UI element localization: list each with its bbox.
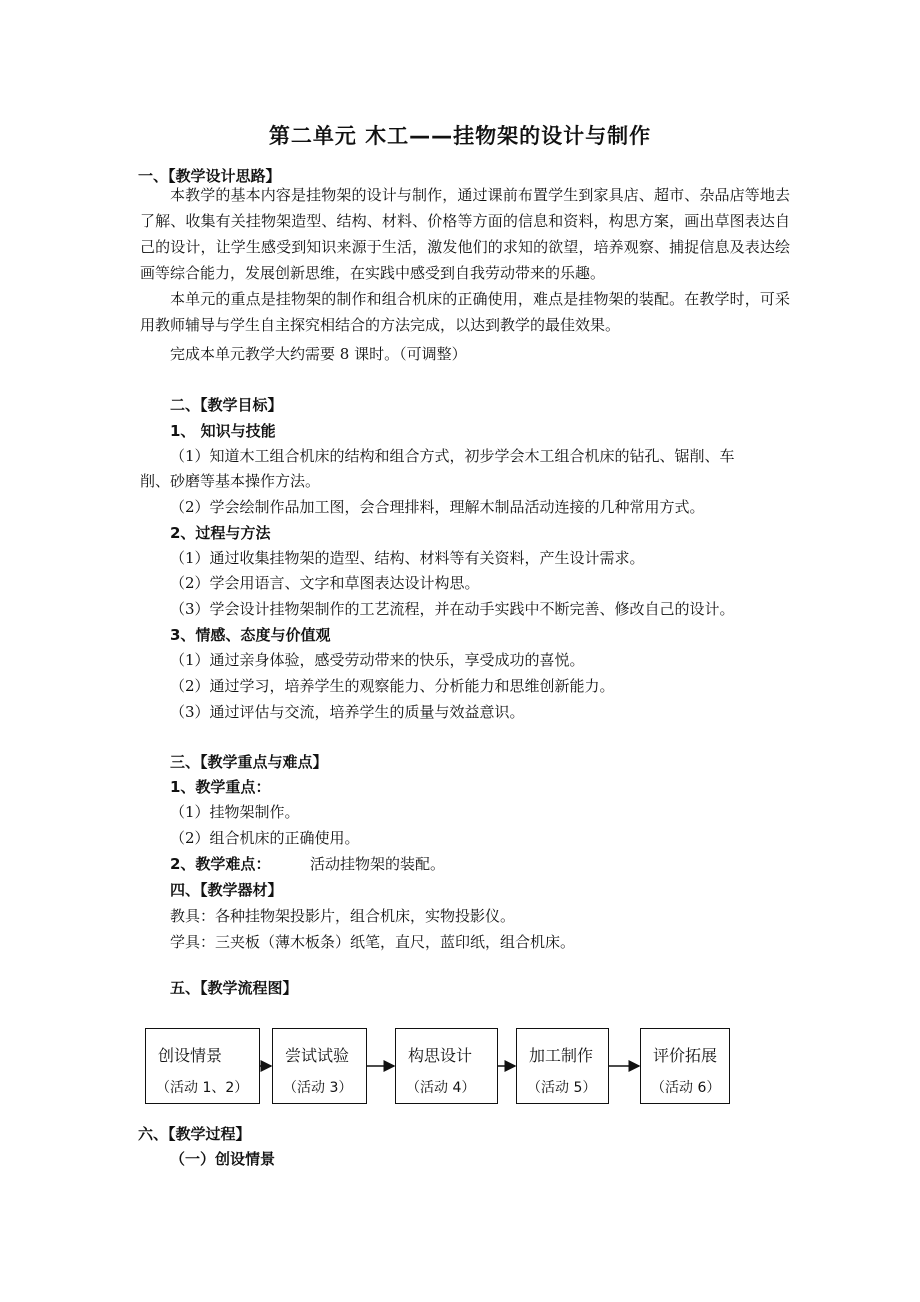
difficulty-heading: 2、教学难点： [170,855,271,873]
section-1-heading: 一、【教学设计思路】 [138,167,281,185]
flow-step-4-name: 加工制作 [529,1046,594,1065]
flow-step-4-activity: （活动 5） [527,1080,597,1096]
section-3-heading: 三、【教学重点与难点】 [170,753,328,771]
document-title: 第二单元 木工——挂物架的设计与制作 [268,124,652,148]
process-item-1: （1）通过收集挂物架的造型、结构、材料等有关资料，产生设计需求。 [170,549,645,567]
process-item-3: （3）学会设计挂物架制作的工艺流程，并在动手实践中不断完善、修改自己的设计。 [170,600,735,618]
difficulty-text: 活动挂物架的装配。 [310,855,446,873]
section-1-paragraph-2: 本单元的重点是挂物架的制作和组合机床的正确使用，难点是挂物架的装配。在教学时，可采用教师辅导与学生自主探究相结合的方法完成，以达到教学的最佳效果。 [140,290,790,334]
flow-step-3-name: 构思设计 [408,1046,473,1065]
emotion-item-3: （3）通过评估与交流，培养学生的质量与效益意识。 [170,703,525,721]
flow-step-1-name: 创设情景 [158,1046,223,1065]
process-heading: 2、过程与方法 [170,524,271,542]
focus-item-1: （1）挂物架制作。 [170,803,300,821]
flow-step-1-activity: （活动 1、2） [156,1080,249,1096]
section-1-paragraph-1: 本教学的基本内容是挂物架的设计与制作，通过课前布置学生到家具店、超市、杂品店等地去了解、收集有关挂物架造型、结构、材料、价格等方面的信息和资料，构思方案，画出草图表达自己的设计，让学生感受到知识来源于生活，激发他们的求知的欲望，培养观察、捕捉信息及表达绘画等综合能力，发展创新思维，在实践中感受到自我劳动带来的乐趣。 [140,186,790,282]
section-5-heading: 五、【教学流程图】 [170,979,298,997]
knowledge-heading: 1、 知识与技能 [170,422,276,440]
section-2-heading: 二、【教学目标】 [170,396,283,414]
emotion-item-1: （1）通过亲身体验，感受劳动带来的快乐，享受成功的喜悦。 [170,651,585,669]
flow-step-2-name: 尝试试验 [285,1046,350,1065]
student-equipment: 学具：三夹板（薄木板条）纸笔，直尺，蓝印纸，组合机床。 [170,933,576,951]
emotion-item-2: （2）通过学习，培养学生的观察能力、分析能力和思维创新能力。 [170,677,615,695]
knowledge-item-2: （2）学会绘制作品加工图，会合理排料，理解木制品活动连接的几种常用方式。 [170,498,705,516]
focus-heading: 1、教学重点： [170,778,271,796]
section-1-paragraph-3: 完成本单元教学大约需要 8 课时。（可调整） [170,345,467,363]
knowledge-item-1a: （1）知道木工组合机床的结构和组合方式，初步学会木工组合机床的钻孔、锯削、车 [170,447,735,465]
section-6-heading: 六、【教学过程】 [138,1125,251,1143]
emotion-heading: 3、情感、态度与价值观 [170,626,331,644]
flow-step-5-activity: （活动 6） [651,1080,721,1096]
flow-step-3-activity: （活动 4） [406,1080,476,1096]
section-6-subheading: （一）创设情景 [170,1150,276,1168]
section-4-heading: 四、【教学器材】 [170,881,283,899]
focus-item-2: （2）组合机床的正确使用。 [170,829,360,847]
flow-step-5-name: 评价拓展 [653,1046,718,1065]
knowledge-item-1b: 削、砂磨等基本操作方法。 [140,472,321,490]
teacher-equipment: 教具：各种挂物架投影片，组合机床，实物投影仪。 [170,907,516,925]
process-item-2: （2）学会用语言、文字和草图表达设计构思。 [170,574,480,592]
flow-step-2-activity: （活动 3） [283,1080,353,1096]
